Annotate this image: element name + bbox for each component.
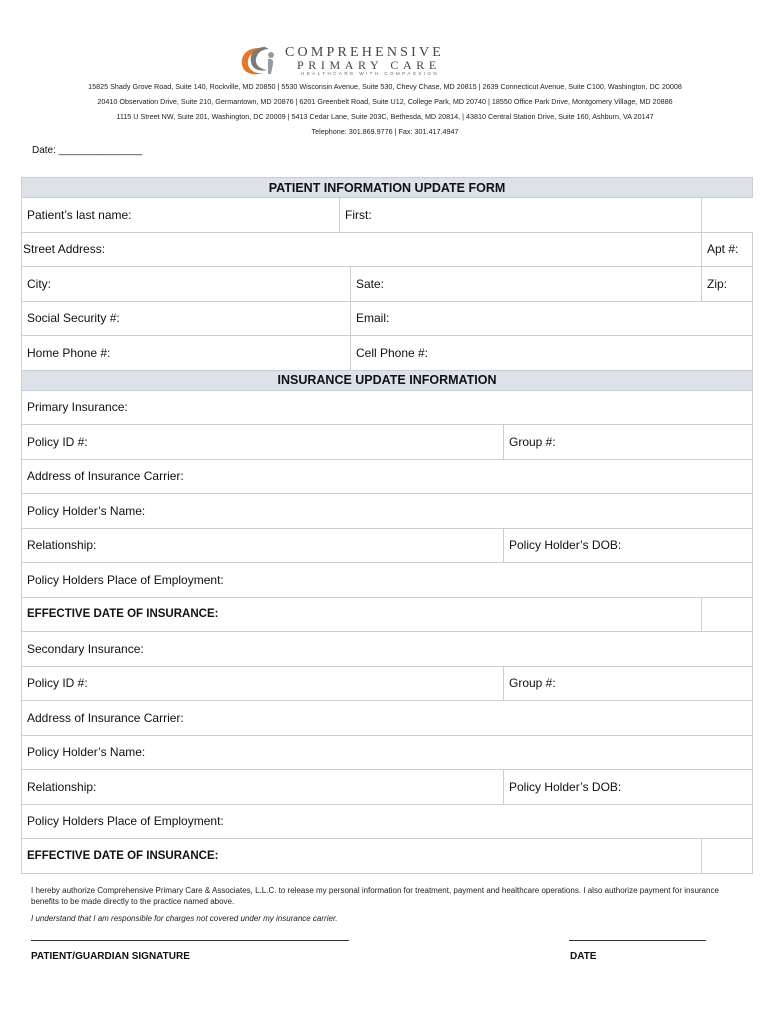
logo-subname: PRIMARY CARE bbox=[297, 58, 441, 72]
phone-row bbox=[22, 336, 753, 371]
primary-relationship-row bbox=[22, 528, 753, 563]
home-phone-field[interactable]: Home Phone #: bbox=[22, 336, 351, 371]
secondary-employment-field[interactable]: Policy Holders Place of Employment: bbox=[22, 804, 753, 839]
letterhead bbox=[0, 44, 770, 78]
insurance-section-header bbox=[22, 370, 753, 390]
primary-holder-name-field[interactable]: Policy Holder’s Name: bbox=[22, 494, 753, 529]
address-line-1: 15825 Shady Grove Road, Suite 140, Rockville, MD 20850 | 5530 Wisconsin Avenue, Suite 530, Chevy Chase, MD 20815 | 2639 Connecticut Avenue, Suite C100, Washington, DC 20008 bbox=[88, 82, 682, 91]
state-field[interactable]: Sate: bbox=[351, 267, 702, 302]
secondary-holder-dob-field[interactable]: Policy Holder’s DOB: bbox=[504, 770, 753, 805]
secondary-effective-row bbox=[22, 839, 753, 874]
street-address-field[interactable]: Street Address: bbox=[22, 232, 702, 267]
primary-holder-row bbox=[22, 494, 753, 529]
primary-effective-date-label: EFFECTIVE DATE OF INSURANCE: bbox=[22, 597, 702, 632]
authorization-text: I hereby authorize Comprehensive Primary Care & Associates, L.L.C. to release my personal information for treatment, payment and healthcare operations. I also authorize payment for insurance benefits to be made directly to the practice named above. bbox=[31, 886, 719, 906]
primary-employment-field[interactable]: Policy Holders Place of Employment: bbox=[22, 563, 753, 598]
secondary-group-field[interactable]: Group #: bbox=[504, 666, 753, 701]
primary-effective-row bbox=[22, 597, 753, 632]
update-form-table bbox=[21, 177, 753, 874]
insurance-section-title: INSURANCE UPDATE INFORMATION bbox=[22, 370, 753, 390]
primary-group-field[interactable]: Group #: bbox=[504, 425, 753, 460]
primary-effective-date-field[interactable] bbox=[702, 597, 753, 632]
patient-section-title: PATIENT INFORMATION UPDATE FORM bbox=[22, 178, 753, 198]
logo-tagline: HEALTHCARE WITH COMPASSION bbox=[301, 71, 440, 76]
secondary-holder-name-field[interactable]: Policy Holder’s Name: bbox=[22, 735, 753, 770]
secondary-carrier-row bbox=[22, 701, 753, 736]
patient-section-header bbox=[22, 178, 753, 198]
signature-line[interactable] bbox=[31, 940, 349, 941]
secondary-insurance-row bbox=[22, 632, 753, 667]
secondary-holder-row bbox=[22, 735, 753, 770]
secondary-carrier-address-field[interactable]: Address of Insurance Carrier: bbox=[22, 701, 753, 736]
logo-name: COMPREHENSIVE bbox=[285, 45, 445, 60]
primary-insurance-row bbox=[22, 390, 753, 425]
secondary-policy-id-field[interactable]: Policy ID #: bbox=[22, 666, 504, 701]
street-row bbox=[22, 232, 753, 267]
secondary-effective-date-label: EFFECTIVE DATE OF INSURANCE: bbox=[22, 839, 702, 874]
name-row bbox=[22, 198, 753, 233]
address-line-3: 1115 U Street NW, Suite 201, Washington, DC 20009 | 5413 Cedar Lane, Suite 203C, Bethesda, MD 20814, | 43810 Central Station Drive, Suite 160, Ashburn, VA 20147 bbox=[116, 112, 654, 121]
apt-field[interactable]: Apt #: bbox=[702, 232, 753, 267]
zip-field[interactable]: Zip: bbox=[702, 267, 753, 302]
secondary-employment-row bbox=[22, 804, 753, 839]
secondary-effective-date-field[interactable] bbox=[702, 839, 753, 874]
cell-phone-field[interactable]: Cell Phone #: bbox=[351, 336, 753, 371]
primary-carrier-address-field[interactable]: Address of Insurance Carrier: bbox=[22, 459, 753, 494]
address-line-2: 20410 Observation Drive, Suite 210, Germantown, MD 20876 | 6201 Greenbelt Road, Suite U12, College Park, MD 20740 | 18550 Office Park Drive, Montgomery Village, MD 20886 bbox=[97, 97, 673, 106]
primary-policy-id-field[interactable]: Policy ID #: bbox=[22, 425, 504, 460]
first-name-field[interactable]: First: bbox=[340, 198, 702, 233]
secondary-relationship-field[interactable]: Relationship: bbox=[22, 770, 504, 805]
primary-relationship-field[interactable]: Relationship: bbox=[22, 528, 504, 563]
secondary-policy-row bbox=[22, 666, 753, 701]
responsibility-text: I understand that I am responsible for charges not covered under my insurance carrier. bbox=[31, 914, 338, 923]
date-signature-label: DATE bbox=[570, 951, 597, 962]
secondary-insurance-field[interactable]: Secondary Insurance: bbox=[22, 632, 753, 667]
practice-logo bbox=[235, 44, 535, 78]
secondary-relationship-row bbox=[22, 770, 753, 805]
logo-swoosh-icon bbox=[235, 44, 283, 78]
primary-holder-dob-field[interactable]: Policy Holder’s DOB: bbox=[504, 528, 753, 563]
primary-employment-row bbox=[22, 563, 753, 598]
ssn-row bbox=[22, 301, 753, 336]
primary-insurance-field[interactable]: Primary Insurance: bbox=[22, 390, 753, 425]
city-row bbox=[22, 267, 753, 302]
date-field[interactable]: Date: _______________ bbox=[32, 145, 143, 156]
date-signature-line[interactable] bbox=[569, 940, 706, 941]
signature-label: PATIENT/GUARDIAN SIGNATURE bbox=[31, 951, 190, 962]
ssn-field[interactable]: Social Security #: bbox=[22, 301, 351, 336]
email-field[interactable]: Email: bbox=[351, 301, 753, 336]
last-name-field[interactable]: Patient’s last name: bbox=[22, 198, 340, 233]
telephone-line: Telephone: 301.869.9776 | Fax: 301.417.4947 bbox=[311, 127, 459, 136]
primary-policy-row bbox=[22, 425, 753, 460]
city-field[interactable]: City: bbox=[22, 267, 351, 302]
primary-carrier-row bbox=[22, 459, 753, 494]
